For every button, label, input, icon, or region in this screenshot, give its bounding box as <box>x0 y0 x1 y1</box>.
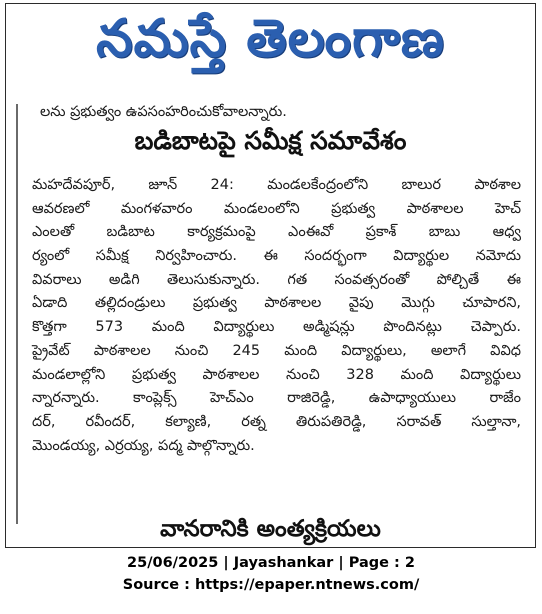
article-body <box>32 174 521 458</box>
body-line: వివరాలు అడిగి తెలుసుకున్నారు. గత సంవత్సరంతో పోల్చితే ఈ <box>32 271 521 288</box>
body-line: దర్, రవీందర్, కల్యాణి, రత్న తిరుపతిరెడ్డి, సరావత్ సుల్తానా, <box>32 413 521 430</box>
newspaper-clipping <box>5 3 536 548</box>
source-caption <box>0 552 542 596</box>
body-line: మహదేవపూర్, జూన్ 24: మండలకేంద్రంలోని బాలుర పాఠశాల <box>32 177 521 193</box>
newspaper-logo: నమస్తే తెలంగాణ <box>96 8 445 69</box>
body-line: మొండయ్య, ఎర్రయ్య, పద్మ పాల్గొన్నారు. <box>32 437 255 454</box>
body-line: ప్రైవేట్ పాఠశాలల నుంచి 245 మంది విద్యార్థులు, అలాగే వివిధ <box>32 342 521 359</box>
body-line: మండలాల్లోని ప్రభుత్వ పాఠశాలల నుంచి 328 మంది విద్యార్థులు <box>32 366 521 383</box>
body-line: ఎంలతో బడిబాట కార్యక్రమంపై ఎంఈవో ప్రకాశ్ బాబు ఆధ్వ <box>32 224 521 241</box>
next-article-headline: వానరానికి అంత్యక్రియలు <box>160 516 381 542</box>
body-line: న్నారన్నారు. కాంప్లెక్స్ హెచ్ఎం రాజిరెడ్డి, ఉపాధ్యాయులు రాజేం <box>32 390 521 407</box>
body-line: కొత్తగా 573 మంది విద్యార్థులు అడ్మిషన్లు పొందినట్లు చెప్పారు. <box>32 319 521 336</box>
column-rule <box>16 104 18 524</box>
body-line: ఏడాది తల్లిదండ్రులు ప్రభుత్వ పాఠశాలల వైపు మొగ్గు చూపారని, <box>32 295 521 312</box>
body-line: ర్యంలో సమీక్ష నిర్వహించారు. ఈ సందర్భంగా విద్యార్థుల నమోదు <box>32 248 521 265</box>
masthead <box>6 4 535 100</box>
article-headline: బడిబాటపై సమీక్ష సమావేశం <box>134 126 407 155</box>
previous-article-tail: లను ప్రభుత్వం ఉపసంహరించుకోవాలన్నారు. <box>40 104 287 120</box>
source-url: Source : https://epaper.ntnews.com/ <box>122 577 420 593</box>
publication-info: 25/06/2025 | Jayashankar | Page : 2 <box>127 555 415 571</box>
body-line: ఆవరణలో మంగళవారం మండలంలోని ప్రభుత్వ పాఠశాలల హెచ్ <box>32 200 521 217</box>
